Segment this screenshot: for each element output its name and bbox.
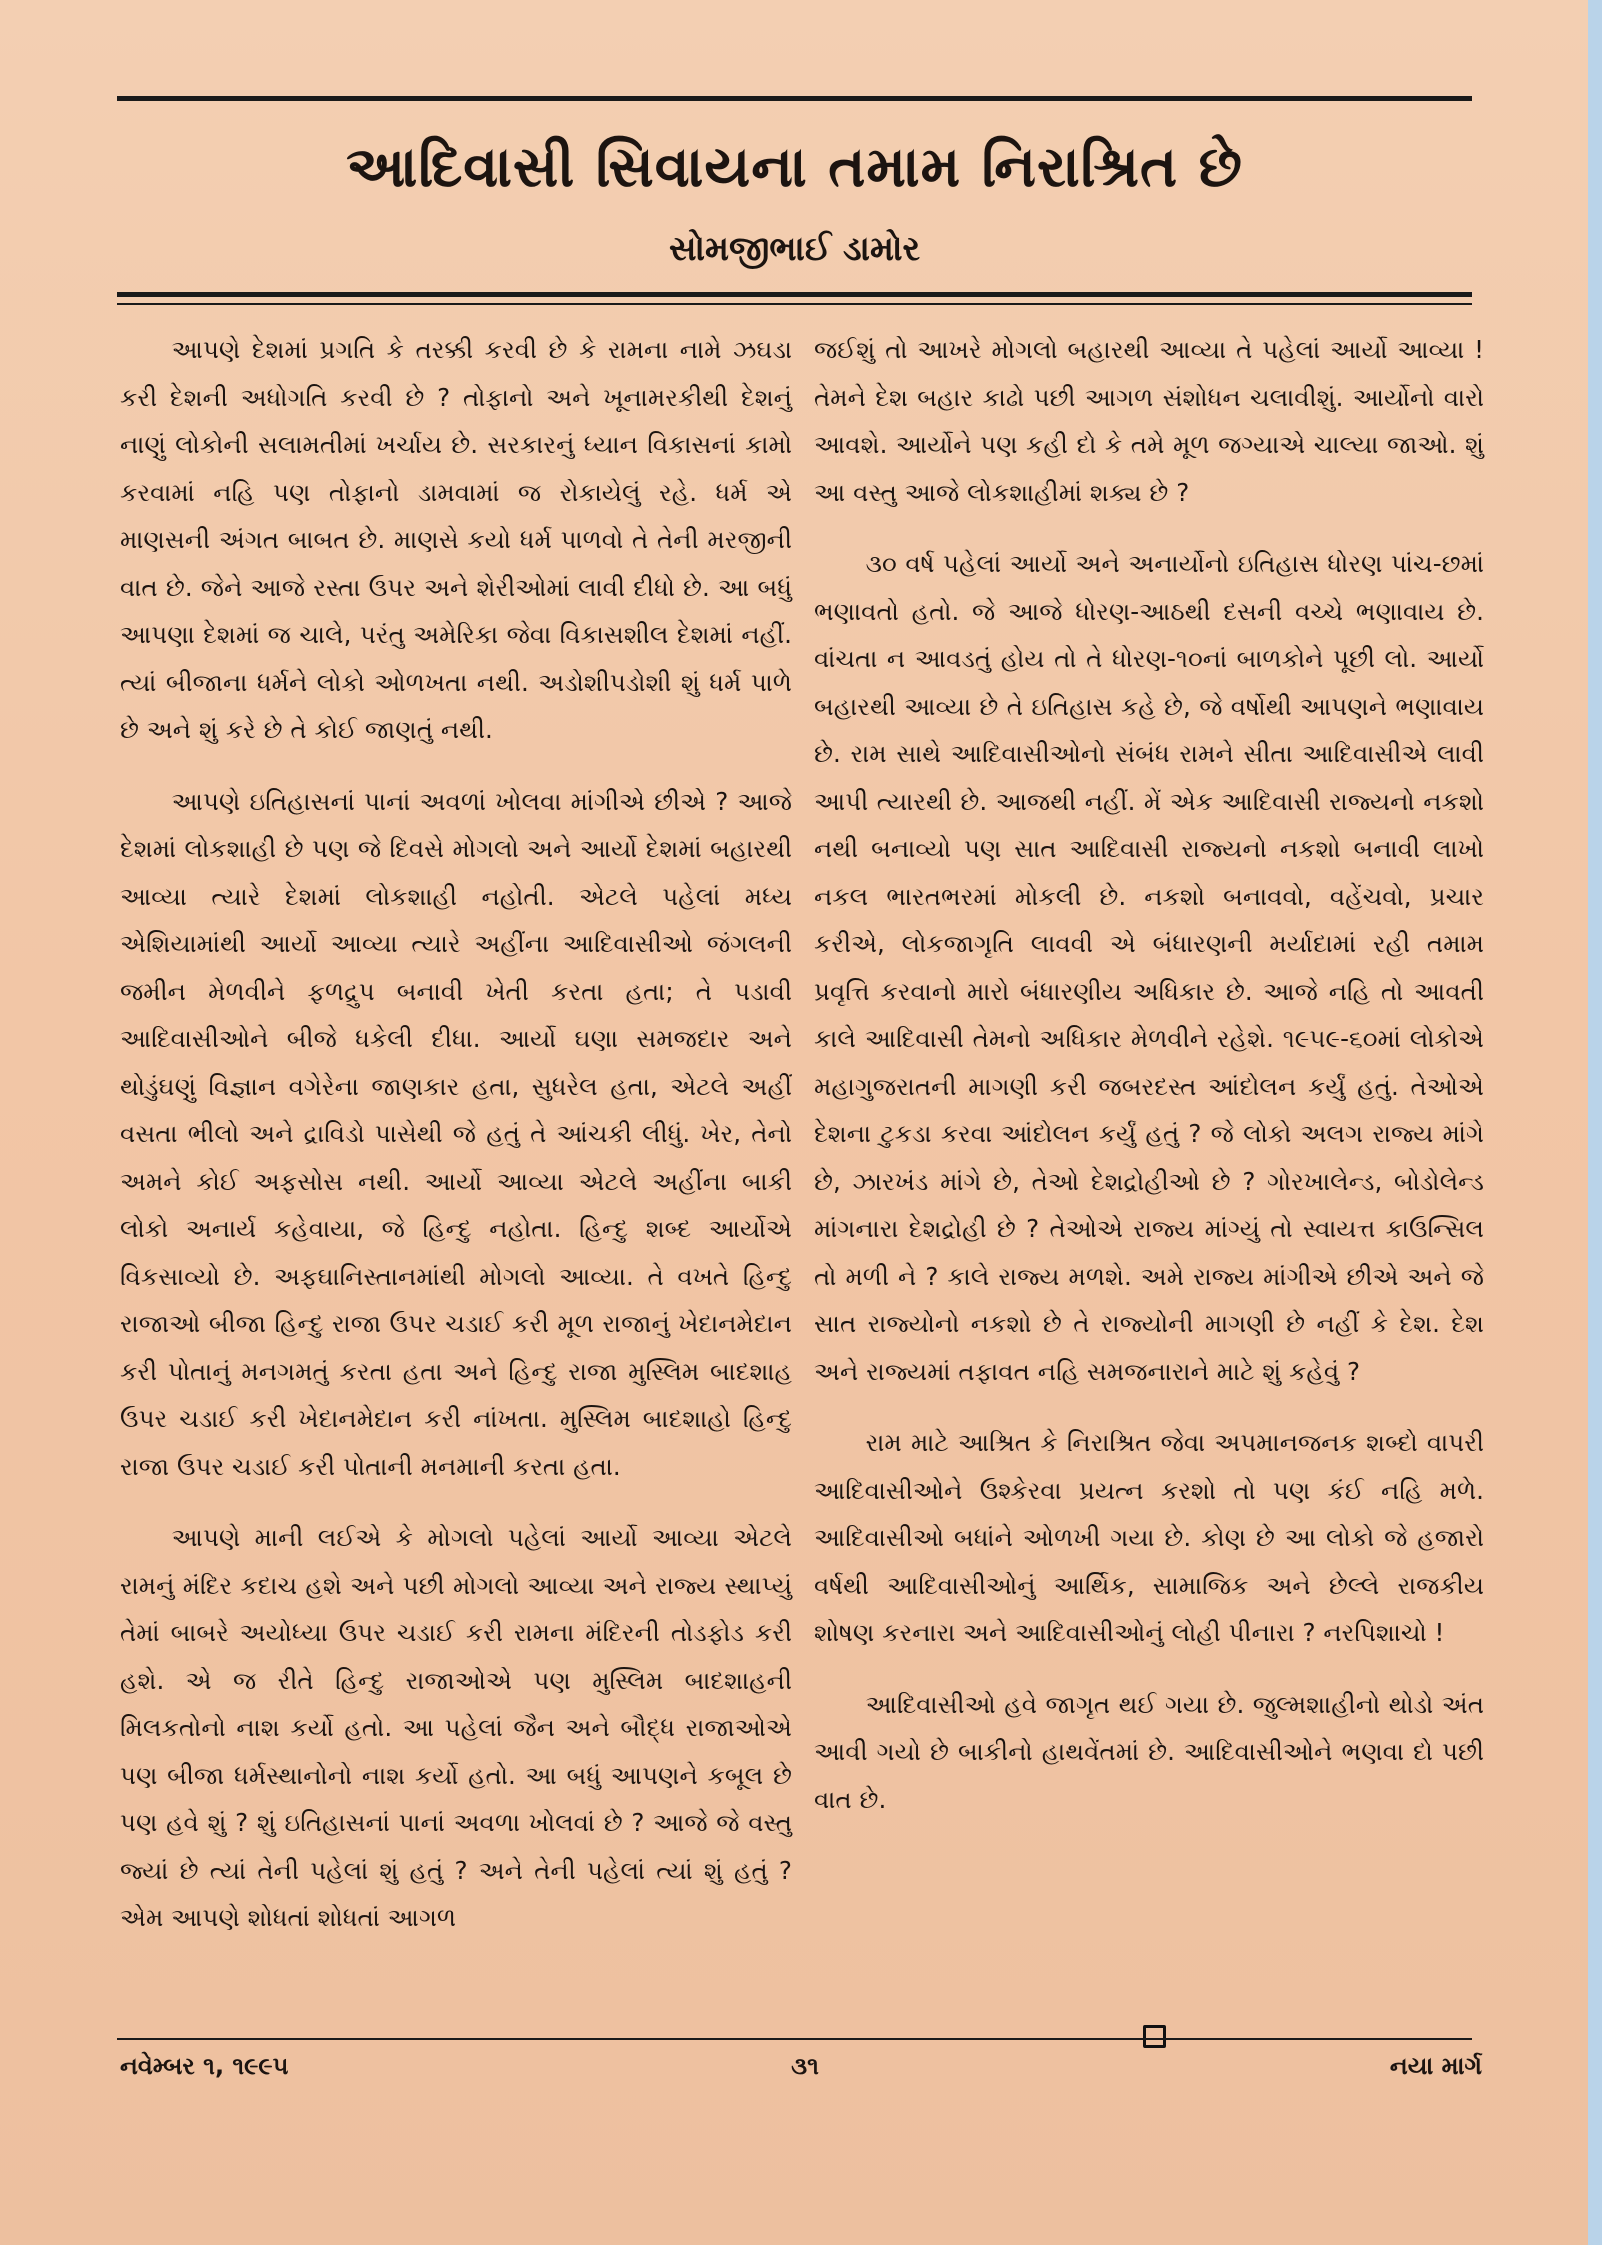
- paragraph: આપણે દેશમાં પ્રગતિ કે તરક્કી કરવી છે કે રામના નામે ઝઘડા કરી દેશની અધોગતિ કરવી છે ? તોફાનો અને ખૂનામરકીથી દેશનું નાણું લોકોની સલામતીમાં ખર્ચાય છે. સરકારનું ધ્યાન વિકાસનાં કામો કરવામાં નહિ પણ તોફાનો ડામવામાં જ રોકાયેલું રહે. ધર્મ એ માણસની અંગત બાબત છે. માણસે કયો ધર્મ પાળવો તે તેની મરજીની વાત છે. જેને આજે રસ્તા ઉપર અને શેરીઓમાં લાવી દીધો છે. આ બધું આપણા દેશમાં જ ચાલે, પરંતુ અમેરિકા જેવા વિકાસશીલ દેશમાં નહીં. ત્યાં બીજાના ધર્મને લોકો ઓળખતા નથી. અડોશીપડોશી શું ધર્મ પાળે છે અને શું કરે છે તે કોઈ જાણતું નથી.: [120, 335, 792, 744]
- scan-edge: [1588, 0, 1602, 2245]
- footer-rule: [117, 2038, 1472, 2040]
- paragraph: આપણે માની લઈએ કે મોગલો પહેલાં આર્યો આવ્યા એટલે રામનું મંદિર કદાચ હશે અને પછી મોગલો આવ્યા અને રાજ્ય સ્થાપ્યું તેમાં બાબરે અયોધ્યા ઉપર ચડાઈ કરી રામના મંદિરની તોડફોડ કરી હશે. એ જ રીતે હિન્દુ રાજાઓએ પણ મુસ્લિમ બાદશાહની મિલકતોનો નાશ કર્યો હતો. આ પહેલાં જૈન અને બૌદ્ધ રાજાઓએ પણ બીજા ધર્મસ્થાનોનો નાશ કર્યો હતો. આ બધું આપણને કબૂલ છે પણ હવે શું ? શું ઇતિહાસનાં પાનાં અવળા ખોલવાં છે ? આજે જે વસ્તુ જ્યાં છે ત્યાં તેની પહેલાં શું હતું ? અને તેની પહેલાં ત્યાં શું હતું ? એમ આપણે શોધતાં શોધતાં આગળ: [120, 1523, 792, 1932]
- article-author: સોમજીભાઈ ડામોર: [668, 229, 921, 269]
- top-rule: [117, 96, 1472, 101]
- paragraph: જઈશું તો આખરે મોગલો બહારથી આવ્યા તે પહેલાં આર્યો આવ્યા ! તેમને દેશ બહાર કાઢો પછી આગળ સંશોધન ચલાવીશું. આર્યોનો વારો આવશે. આર્યોને પણ કહી દો કે તમે મૂળ જગ્યાએ ચાલ્યા જાઓ. શું આ વસ્તુ આજે લોકશાહીમાં શક્ય છે ?: [814, 335, 1484, 507]
- paragraph: રામ માટે આશ્રિત કે નિરાશ્રિત જેવા અપમાનજનક શબ્દો વાપરી આદિવાસીઓને ઉશ્કેરવા પ્રયત્ન કરશો તો પણ કંઈ નહિ મળે. આદિવાસીઓ બધાંને ઓળખી ગયા છે. કોણ છે આ લોકો જે હજારો વર્ષથી આદિવાસીઓનું આર્થિક, સામાજિક અને છેલ્લે રાજકીય શોષણ કરનારા અને આદિવાસીઓનું લોહી પીનારા ? નરપિશાચો !: [814, 1428, 1484, 1647]
- header-rule-thick: [117, 292, 1472, 297]
- right-column: [814, 326, 1484, 1823]
- paragraph: આપણે ઇતિહાસનાં પાનાં અવળાં ખોલવા માંગીએ છીએ ? આજે દેશમાં લોકશાહી છે પણ જે દિવસે મોગલો અને આર્યો દેશમાં બહારથી આવ્યા ત્યારે દેશમાં લોકશાહી નહોતી. એટલે પહેલાં મધ્ય એશિયામાંથી આર્યો આવ્યા ત્યારે અહીંના આદિવાસીઓ જંગલની જમીન મેળવીને ફળદ્રુપ બનાવી ખેતી કરતા હતા; તે પડાવી આદિવાસીઓને બીજે ધકેલી દીધા. આર્યો ઘણા સમજદાર અને થોડુંઘણું વિજ્ઞાન વગેરેના જાણકાર હતા, સુધરેલ હતા, એટલે અહીં વસતા ભીલો અને દ્રાવિડો પાસેથી જે હતું તે આંચકી લીધું. ખેર, તેનો અમને કોઈ અફસોસ નથી. આર્યો આવ્યા એટલે અહીંના બાકી લોકો અનાર્ય કહેવાયા, જે હિન્દુ નહોતા. હિન્દુ શબ્દ આર્યોએ વિકસાવ્યો છે. અફઘાનિસ્તાનમાંથી મોગલો આવ્યા. તે વખતે હિન્દુ રાજાઓ બીજા હિન્દુ રાજા ઉપર ચડાઈ કરી મૂળ રાજાનું ખેદાનમેદાન કરી પોતાનું મનગમતું કરતા હતા અને હિન્દુ રાજા મુસ્લિમ બાદશાહ ઉપર ચડાઈ કરી ખેદાનમેદાન કરી નાંખતા. મુસ્લિમ બાદશાહો હિન્દુ રાજા ઉપર ચડાઈ કરી પોતાની મનમાની કરતા હતા.: [120, 786, 792, 1481]
- header-rule-thin: [117, 303, 1472, 305]
- publication-name: નયા માર્ગ: [1389, 2052, 1482, 2080]
- paragraph: ૩૦ વર્ષ પહેલાં આર્યો અને અનાર્યોનો ઇતિહાસ ધોરણ પાંચ-છમાં ભણાવતો હતો. જે આજે ધોરણ-આઠથી દસની વચ્ચે ભણાવાય છે. વાંચતા ન આવડતું હોય તો તે ધોરણ-૧૦નાં બાળકોને પૂછી લો. આર્યો બહારથી આવ્યા છે તે ઇતિહાસ કહે છે, જે વર્ષોથી આપણને ભણાવાય છે. રામ સાથે આદિવાસીઓનો સંબંધ રામને સીતા આદિવાસીએ લાવી આપી ત્યારથી છે. આજથી નહીં. મેં એક આદિવાસી રાજ્યનો નકશો નથી બનાવ્યો પણ સાત આદિવાસી રાજ્યનો નકશો બનાવી લાખો નકલ ભારતભરમાં મોકલી છે. નકશો બનાવવો, વહેંચવો, પ્રચાર કરીએ, લોકજાગૃતિ લાવવી એ બંધારણની મર્યાદામાં રહી તમામ પ્રવૃત્તિ કરવાનો મારો બંધારણીય અધિકાર છે. આજે નહિ તો આવતી કાલે આદિવાસી તેમનો અધિકાર મેળવીને રહેશે. ૧૯૫૯-૬૦માં લોકોએ મહાગુજરાતની માગણી કરી જબરદસ્ત આંદોલન કર્યું હતું. તેઓએ દેશના ટુકડા કરવા આંદોલન કર્યું હતું ? જે લોકો અલગ રાજ્ય માંગે છે, ઝારખંડ માંગે છે, તેઓ દેશદ્રોહીઓ છે ? ગોરખાલેન્ડ, બોડોલેન્ડ માંગનારા દેશદ્રોહી છે ? તેઓએ રાજ્ય માંગ્યું તો સ્વાયત્ત કાઉન્સિલ તો મળી ને ? કાલે રાજ્ય મળશે. અમે રાજ્ય માંગીએ છીએ અને જે સાત રાજ્યોનો નકશો છે તે રાજ્યોની માગણી છે નહીં કે દેશ. દેશ અને રાજ્યમાં તફાવત નહિ સમજનારાને માટે શું કહેવું ?: [814, 549, 1484, 1386]
- end-of-article-icon: [1143, 2025, 1166, 2048]
- paragraph: આદિવાસીઓ હવે જાગૃત થઈ ગયા છે. જુલ્મશાહીનો થોડો અંત આવી ગયો છે બાકીનો હાથવેંતમાં છે. આદિવાસીઓને ભણવા દો પછી વાત છે.: [814, 1689, 1484, 1814]
- article-title: આદિવાસી સિવાયના તમામ નિરાશ્રિત છે: [346, 135, 1243, 200]
- left-column: [120, 326, 792, 1942]
- page-number: ૩૧: [791, 2052, 819, 2080]
- footer-date: નવેમ્બર ૧, ૧૯૯૫: [120, 2052, 289, 2080]
